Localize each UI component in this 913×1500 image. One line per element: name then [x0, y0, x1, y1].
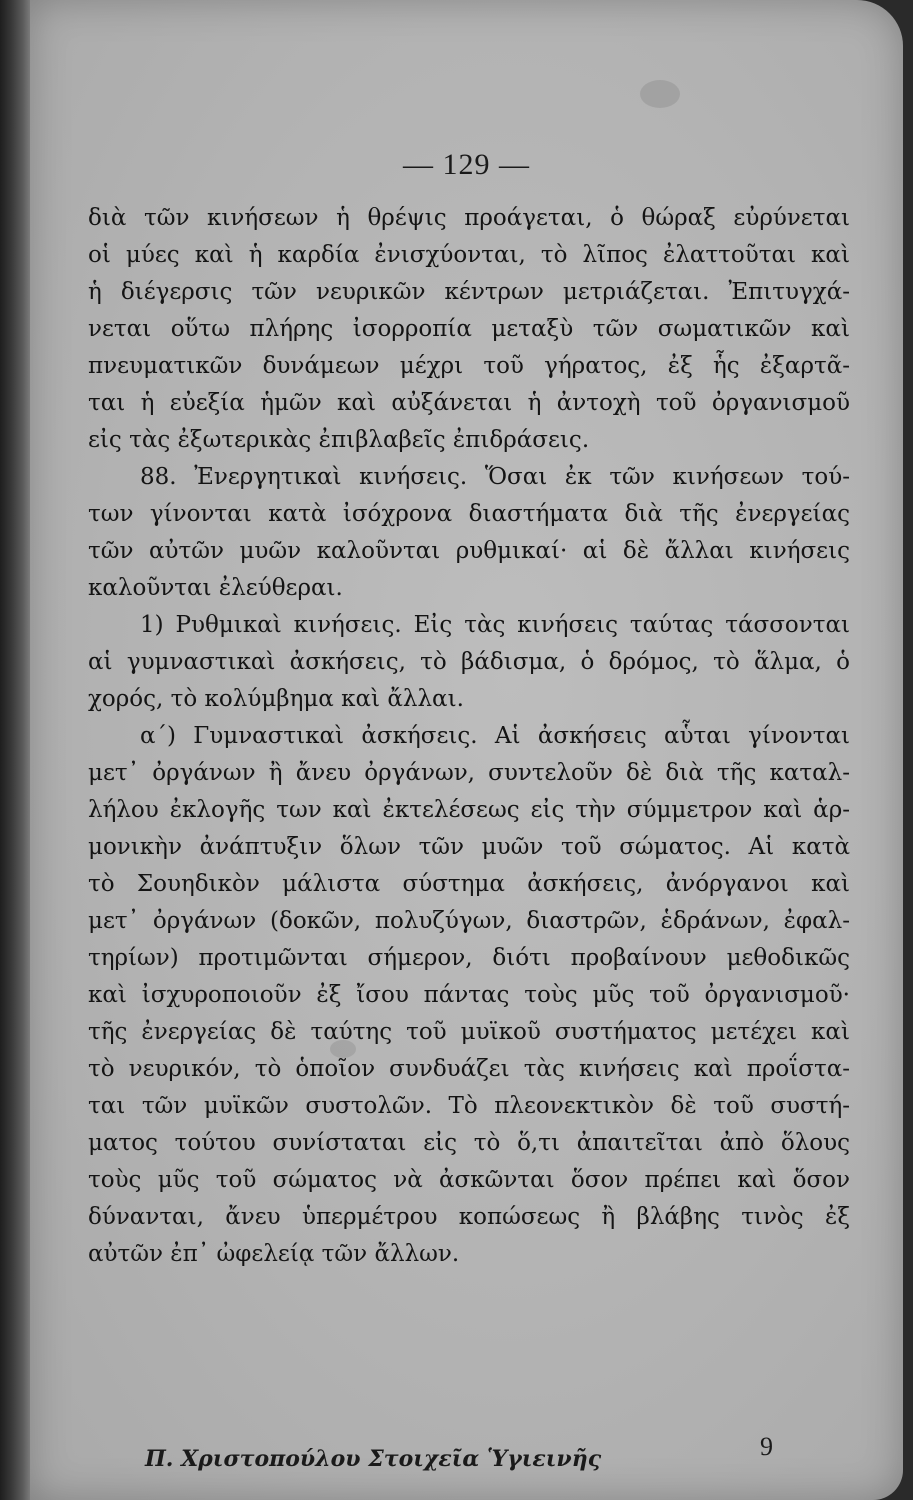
text-line: τὸ νευρικόν, τὸ ὁποῖον συνδυάζει τὰς κινήσεις καὶ προΐστα-	[88, 1056, 850, 1082]
text-line: τῆς ἐνεργείας δὲ ταύτης τοῦ μυϊκοῦ συστήματος μετέχει καὶ	[88, 1019, 850, 1045]
text-line: καὶ ἰσχυροποιοῦν ἐξ ἴσου πάντας τοὺς μῦς τοῦ ὀργανισμοῦ·	[88, 982, 850, 1008]
text-line: τηρίων) προτιμῶνται σήμερον, διότι προβαίνουν μεθοδικῶς	[88, 945, 850, 971]
text-line: ται τῶν μυϊκῶν συστολῶν. Τὸ πλεονεκτικὸν δὲ τοῦ συστή-	[88, 1093, 850, 1119]
text-line: μονικὴν ἀνάπτυξιν ὅλων τῶν μυῶν τοῦ σώματος. Αἱ κατὰ	[88, 834, 850, 860]
text-line: των γίνονται κατὰ ἰσόχρονα διαστήματα διὰ τῆς ἐνεργείας	[88, 501, 850, 527]
text-line: οἱ μύες καὶ ἡ καρδία ἐνισχύονται, τὸ λῖπος ἐλαττοῦται καὶ	[88, 242, 850, 268]
subsection-1-heading-line: 1) Ρυθμικαὶ κινήσεις. Εἰς τὰς κινήσεις ταύτας τάσσονται	[140, 612, 850, 638]
book-binding-edge	[0, 0, 30, 1500]
text-line: λήλου ἐκλογῆς των καὶ ἐκτελέσεως εἰς τὴν σύμμετρον καὶ ἁρ-	[88, 797, 850, 823]
body-text	[88, 200, 850, 1273]
section-88-heading-line: 88. Ἐνεργητικαὶ κινήσεις. Ὅσαι ἐκ τῶν κινήσεων τού-	[140, 464, 850, 490]
text-line: καλοῦνται ἐλεύθεραι.	[88, 575, 343, 601]
subsection-a-heading-line: α΄) Γυμναστικαὶ ἀσκήσεις. Αἱ ἀσκήσεις αὗται γίνονται	[140, 723, 850, 749]
text-line: ἡ διέγερσις τῶν νευρικῶν κέντρων μετριάζεται. Ἐπιτυγχά-	[88, 279, 850, 305]
text-line: τῶν αὐτῶν μυῶν καλοῦνται ρυθμικαί· αἱ δὲ ἄλλαι κινήσεις	[88, 538, 850, 564]
text-line: αἱ γυμναστικαὶ ἀσκήσεις, τὸ βάδισμα, ὁ δρόμος, τὸ ἅλμα, ὁ	[88, 649, 850, 675]
text-line: χορός, τὸ κολύμβημα καὶ ἄλλαι.	[88, 686, 464, 712]
book-signature-line: Π. Χριστοπούλου Στοιχεῖα Ὑγιεινῆς	[145, 1446, 602, 1472]
text-line: τὸ Σουηδικὸν μάλιστα σύστημα ἀσκήσεις, ἀνόργανοι καὶ	[88, 871, 850, 897]
text-line: εἰς τὰς ἐξωτερικὰς ἐπιβλαβεῖς ἐπιδράσεις.	[88, 427, 590, 453]
page-number-header: — 129 —	[403, 148, 530, 181]
signature-number: 9	[760, 1432, 773, 1461]
text-line: τοὺς μῦς τοῦ σώματος νὰ ἀσκῶνται ὅσον πρέπει καὶ ὅσον	[88, 1167, 850, 1193]
paper-stain	[640, 80, 680, 108]
text-line: ται ἡ εὐεξία ἡμῶν καὶ αὐξάνεται ἡ ἀντοχὴ τοῦ ὀργανισμοῦ	[88, 390, 850, 416]
text-line: αὐτῶν ἐπ᾽ ὠφελείᾳ τῶν ἄλλων.	[88, 1241, 460, 1267]
text-line: μετ᾽ ὀργάνων (δοκῶν, πολυζύγων, διαστρῶν, ἑδράνων, ἐφαλ-	[88, 908, 850, 934]
book-page	[30, 0, 903, 1500]
text-line: νεται οὕτω πλήρης ἰσορροπία μεταξὺ τῶν σωματικῶν καὶ	[88, 316, 850, 342]
text-line: δύνανται, ἄνευ ὑπερμέτρου κοπώσεως ἢ βλάβης τινὸς ἐξ	[88, 1204, 850, 1230]
text-line: πνευματικῶν δυνάμεων μέχρι τοῦ γήρατος, ἐξ ἧς ἐξαρτᾶ-	[88, 353, 850, 379]
text-line: μετ᾽ ὀργάνων ἢ ἄνευ ὀργάνων, συντελοῦν δὲ διὰ τῆς καταλ-	[88, 760, 850, 786]
text-line: διὰ τῶν κινήσεων ἡ θρέψις προάγεται, ὁ θώραξ εὐρύνεται	[88, 205, 850, 231]
text-line: ματος τούτου συνίσταται εἰς τὸ ὅ,τι ἀπαιτεῖται ἀπὸ ὅλους	[88, 1130, 850, 1156]
